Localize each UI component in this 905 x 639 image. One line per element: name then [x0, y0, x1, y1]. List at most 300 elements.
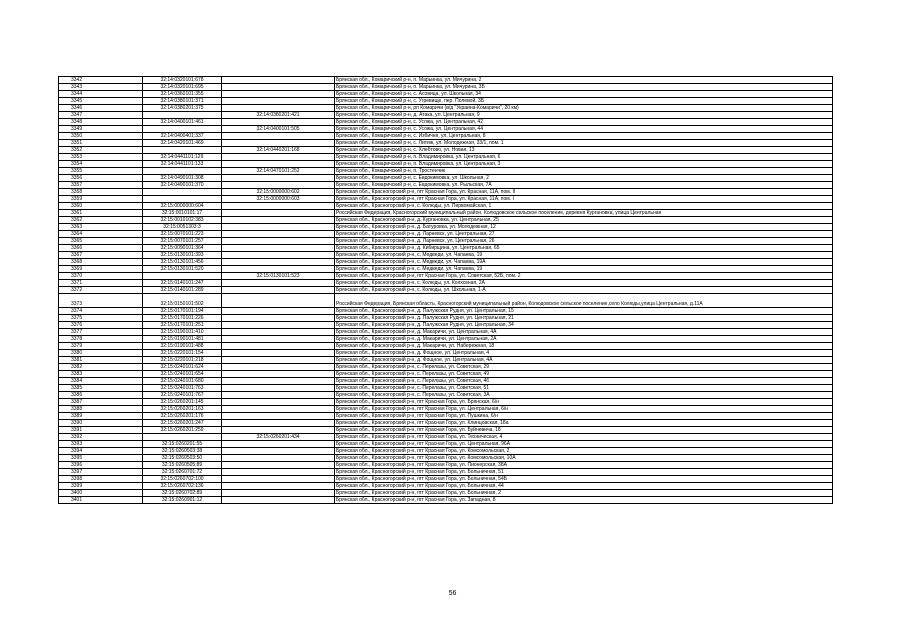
address-cell: Брянская обл., Красногорский р-н, с. Перелазы, ул. Советская, 49	[335, 371, 833, 378]
building-cadastral-number-cell	[222, 413, 335, 420]
building-cadastral-number-cell	[222, 105, 335, 112]
table-row	[59, 490, 833, 497]
cadastral-number-cell: 32:15:0000000:604	[143, 203, 222, 210]
address-cell: Брянская обл., Комаричский р-н, с. Хлебтово, ул. Новая, 13	[335, 147, 833, 154]
cadastral-number-cell	[143, 196, 222, 203]
cadastral-number-cell: 32:14:0400401:337	[143, 133, 222, 140]
table-row	[59, 294, 833, 308]
row-number-cell: 3355	[59, 168, 143, 175]
cadastral-number-cell: 32:15:0051303:3	[143, 224, 222, 231]
property-table-body	[59, 77, 833, 504]
building-cadastral-number-cell	[222, 280, 335, 287]
address-cell: Брянская обл., Красногорский р-н, с. Медведи, ул. Чапаева, 19А	[335, 259, 833, 266]
address-cell: Брянская обл., Комаричский р-н, с. Усожа, ул. Центральная, 44	[335, 126, 833, 133]
building-cadastral-number-cell: 32:15:0260201:434	[222, 434, 335, 441]
table-row	[59, 154, 833, 161]
row-number-cell: 3345	[59, 98, 143, 105]
row-number-cell: 3395	[59, 455, 143, 462]
cadastral-number-cell: 32:15:0220101:218	[143, 357, 222, 364]
table-row	[59, 259, 833, 266]
cadastral-number-cell: 32:15:0260201:145	[143, 399, 222, 406]
building-cadastral-number-cell	[222, 217, 335, 224]
row-number-cell: 3382	[59, 364, 143, 371]
cadastral-number-cell	[143, 112, 222, 119]
table-row	[59, 455, 833, 462]
address-cell: Брянская обл., Красногорский р-н, д. Ларневск, ул. Центральная, 26	[335, 238, 833, 245]
address-cell: Российская Федерация, Красногорский муниципальный район, Колюдовское сельское поселение, деревня Кургановка, улица Центральная	[335, 210, 833, 217]
building-cadastral-number-cell	[222, 490, 335, 497]
cadastral-number-cell: 32:15:0260505:89	[143, 462, 222, 469]
cadastral-number-cell	[143, 434, 222, 441]
table-row	[59, 406, 833, 413]
row-number-cell: 3351	[59, 140, 143, 147]
address-cell: Брянская обл., Красногорский р-н, пгт Красная Гора, ул. Буйневича, 18	[335, 427, 833, 434]
row-number-cell: 3361	[59, 210, 143, 217]
row-number-cell: 3365	[59, 238, 143, 245]
address-cell: Брянская обл., Красногорский р-н, пгт Красная Гора, ул. Пионерская, 38А	[335, 462, 833, 469]
building-cadastral-number-cell	[222, 497, 335, 504]
row-number-cell: 3368	[59, 259, 143, 266]
address-cell: Брянская обл., Красногорский р-н, с. Перелазы, ул. Советская, 29	[335, 364, 833, 371]
row-number-cell: 3384	[59, 378, 143, 385]
address-cell: Брянская обл., Красногорский р-н, пгт Красная Гора, ул. Комсомольская, 2	[335, 448, 833, 455]
row-number-cell: 3377	[59, 329, 143, 336]
building-cadastral-number-cell	[222, 231, 335, 238]
row-number-cell: 3380	[59, 350, 143, 357]
cadastral-number-cell: 32:15:0260503:50	[143, 455, 222, 462]
address-cell: Брянская обл., Красногорский р-н, пгт Красная Гора, ул. Больничная, 2	[335, 490, 833, 497]
address-cell: Брянская обл., Красногорский р-н, с. Перелазы, ул. Советская, 46	[335, 378, 833, 385]
address-cell: Брянская обл., Красногорский р-н, пгт Красная Гора, ул. Больничная, 44	[335, 483, 833, 490]
table-row	[59, 371, 833, 378]
cadastral-number-cell: 32:15:0260503:38	[143, 448, 222, 455]
building-cadastral-number-cell: 32:14:0400101:505	[222, 126, 335, 133]
address-cell: Брянская обл., Комаричский р-н, п. Тростенчик	[335, 168, 833, 175]
table-row	[59, 126, 833, 133]
cadastral-number-cell: 32:15:0190101:488	[143, 343, 222, 350]
address-cell: Брянская обл., Красногорский р-н, пгт Красная Гора, ул. Западная, 8	[335, 497, 833, 504]
table-row	[59, 238, 833, 245]
address-cell: Брянская обл., Красногорский р-н, д. Макаричи, ул. Набережная, 18	[335, 343, 833, 350]
building-cadastral-number-cell	[222, 140, 335, 147]
cadastral-number-cell: 32:15:0260702:89	[143, 490, 222, 497]
building-cadastral-number-cell	[222, 294, 335, 308]
table-row	[59, 308, 833, 315]
cadastral-number-cell: 32:15:0220101:154	[143, 350, 222, 357]
table-row	[59, 364, 833, 371]
row-number-cell: 3366	[59, 245, 143, 252]
address-cell: Брянская обл., Красногорский р-н, пгт Красная Гора, ул. Брянская, 6/н	[335, 399, 833, 406]
cadastral-number-cell	[143, 126, 222, 133]
cadastral-number-cell	[143, 273, 222, 280]
row-number-cell: 3397	[59, 469, 143, 476]
address-cell: Брянская обл., Комаричский р-н, п. Владимировка, ул. Центральная, 3	[335, 161, 833, 168]
table-row	[59, 420, 833, 427]
row-number-cell: 3386	[59, 392, 143, 399]
cadastral-number-cell	[143, 168, 222, 175]
table-row	[59, 168, 833, 175]
row-number-cell: 3383	[59, 371, 143, 378]
cadastral-number-cell: 32:15:0260702:136	[143, 483, 222, 490]
address-cell: Брянская обл., Красногорский р-н, пгт Красная Гора, ул. Центральная, 96А	[335, 441, 833, 448]
table-row	[59, 91, 833, 98]
table-row	[59, 175, 833, 182]
table-row	[59, 392, 833, 399]
address-cell: Брянская обл., Красногорский р-н, пгт Красная Гора, ул. Пушкина, 6/н	[335, 413, 833, 420]
building-cadastral-number-cell	[222, 322, 335, 329]
row-number-cell: 3367	[59, 252, 143, 259]
row-number-cell: 3357	[59, 182, 143, 189]
row-number-cell: 3358	[59, 189, 143, 196]
table-row	[59, 196, 833, 203]
building-cadastral-number-cell	[222, 308, 335, 315]
building-cadastral-number-cell	[222, 420, 335, 427]
table-row	[59, 378, 833, 385]
table-row	[59, 399, 833, 406]
building-cadastral-number-cell	[222, 161, 335, 168]
row-number-cell: 3359	[59, 196, 143, 203]
table-row	[59, 462, 833, 469]
cadastral-number-cell: 32:15:0140101:289	[143, 287, 222, 294]
cadastral-number-cell: 32:15:0130101:393	[143, 252, 222, 259]
row-number-cell: 3353	[59, 154, 143, 161]
building-cadastral-number-cell	[222, 119, 335, 126]
cadastral-number-cell: 32:14:0320101:695	[143, 84, 222, 91]
address-cell: Брянская обл., Комаричский р-н, с. Литиж, ул. Молодежная, 33/1, пом. 1	[335, 140, 833, 147]
table-row	[59, 329, 833, 336]
row-number-cell: 3396	[59, 462, 143, 469]
table-row	[59, 252, 833, 259]
cadastral-number-cell: 32:15:0260201:176	[143, 413, 222, 420]
building-cadastral-number-cell	[222, 203, 335, 210]
table-row	[59, 140, 833, 147]
row-number-cell: 3387	[59, 399, 143, 406]
address-cell: Брянская обл., Комаричский р-н, д. Атака, ул. Центральная, 9	[335, 112, 833, 119]
cadastral-number-cell	[143, 147, 222, 154]
address-cell: Брянская обл., Красногорский р-н, с. Перелазы, ул. Советская, 51	[335, 385, 833, 392]
building-cadastral-number-cell: 32:14:0440201:168	[222, 147, 335, 154]
property-table	[58, 76, 833, 504]
address-cell: Брянская обл., Красногорский р-н, д. Макаричи, ул. Центральная, 2А	[335, 336, 833, 343]
table-row	[59, 434, 833, 441]
row-number-cell: 3394	[59, 448, 143, 455]
cadastral-number-cell: 32:15:0190101:410	[143, 329, 222, 336]
cadastral-number-cell: 32:15:0260201:247	[143, 420, 222, 427]
table-row	[59, 224, 833, 231]
table-row	[59, 112, 833, 119]
row-number-cell: 3350	[59, 133, 143, 140]
cadastral-number-cell: 32:14:0441101:129	[143, 154, 222, 161]
table-row	[59, 280, 833, 287]
address-cell: Брянская обл., Красногорский р-н, пгт Красная Гора, ул. Техническая, 4	[335, 434, 833, 441]
table-row	[59, 84, 833, 91]
row-number-cell: 3379	[59, 343, 143, 350]
row-number-cell: 3354	[59, 161, 143, 168]
cadastral-number-cell: 32:15:0240101:763	[143, 385, 222, 392]
address-cell: Брянская обл., Комаричский р-н, с. Угревище, пер. Полевой, 3Б	[335, 98, 833, 105]
address-cell: Брянская обл., Красногорский р-н, д. Палужская Рудня, ул. Центральная, 34	[335, 322, 833, 329]
table-row	[59, 203, 833, 210]
building-cadastral-number-cell	[222, 252, 335, 259]
table-row	[59, 469, 833, 476]
building-cadastral-number-cell	[222, 483, 335, 490]
address-cell: Брянская обл., Красногорский р-н, д. Палужская Рудня, ул. Центральная, 21	[335, 315, 833, 322]
row-number-cell: 3398	[59, 476, 143, 483]
address-cell: Брянская обл., Красногорский р-н, с. Медведи, ул. Чапаева, 19	[335, 266, 833, 273]
table-row	[59, 245, 833, 252]
row-number-cell: 3349	[59, 126, 143, 133]
row-number-cell: 3364	[59, 231, 143, 238]
table-row	[59, 189, 833, 196]
row-number-cell: 3385	[59, 385, 143, 392]
cadastral-number-cell: 32:15:0170101:194	[143, 308, 222, 315]
row-number-cell: 3375	[59, 315, 143, 322]
row-number-cell: 3374	[59, 308, 143, 315]
address-cell: Брянская обл., Красногорский р-н, пгт Красная Гора, ул. Красная, 11А, пом. I	[335, 196, 833, 203]
row-number-cell: 3363	[59, 224, 143, 231]
row-number-cell: 3362	[59, 217, 143, 224]
building-cadastral-number-cell	[222, 91, 335, 98]
cadastral-number-cell: 32:15:0260201:259	[143, 427, 222, 434]
address-cell: Брянская обл., Красногорский р-н, пгт Красная Гора, ул. Советская, 52Б, пом. 2	[335, 273, 833, 280]
address-cell: Брянская обл., Красногорский р-н, с. Медведи, ул. Чапаева, 19	[335, 252, 833, 259]
building-cadastral-number-cell	[222, 357, 335, 364]
table-row	[59, 441, 833, 448]
address-cell: Брянская обл., Красногорский р-н, с. Колюды, ул. Школьная, 1-А	[335, 287, 833, 294]
address-cell: Брянская обл., Комаричский р-н, с. Евдокимовка, ул. Школьная, 2	[335, 175, 833, 182]
address-cell: Брянская обл., Комаричский р-н, с. Асовица, ул. Школьная, 34	[335, 91, 833, 98]
table-row	[59, 182, 833, 189]
row-number-cell: 3356	[59, 175, 143, 182]
address-cell: Брянская обл., Красногорский р-н, пгт Красная Гора, ул. Комсомольская, 10А	[335, 455, 833, 462]
table-row	[59, 336, 833, 343]
address-cell: Брянская обл., Комаричский р-н, рп Комаричи (в/д "Украина-Комаричи", 20 км)	[335, 105, 833, 112]
address-cell: Брянская обл., Красногорский р-н, пгт Красная Гора, ул. Больничная, 51	[335, 469, 833, 476]
row-number-cell: 3400	[59, 490, 143, 497]
table-row	[59, 266, 833, 273]
cadastral-number-cell: 32:14:0420101:469	[143, 140, 222, 147]
table-row	[59, 357, 833, 364]
building-cadastral-number-cell	[222, 154, 335, 161]
row-number-cell: 3346	[59, 105, 143, 112]
address-cell: Брянская обл., Красногорский р-н, с. Перелазы, ул. Советская, 3А	[335, 392, 833, 399]
cadastral-number-cell: 32:15:0260901:12	[143, 497, 222, 504]
building-cadastral-number-cell	[222, 406, 335, 413]
cadastral-number-cell: 32:14:0490101:370	[143, 182, 222, 189]
address-cell: Брянская обл., Красногорский р-н, пгт Красная Гора, ул. Клинцовская, 18а	[335, 420, 833, 427]
address-cell: Брянская обл., Комаричский р-н, п. Марьинка, ул. Мичурина, 3Б	[335, 84, 833, 91]
cadastral-number-cell: 32:15:0260201:55	[143, 441, 222, 448]
table-row	[59, 161, 833, 168]
table-row	[59, 483, 833, 490]
building-cadastral-number-cell	[222, 133, 335, 140]
address-cell: Брянская обл., Комаричский р-н, с. Евдокимовка, ул. Рыльская, 7А	[335, 182, 833, 189]
cadastral-number-cell: 32:15:0240101:624	[143, 364, 222, 371]
cadastral-number-cell: 32:15:0240101:654	[143, 371, 222, 378]
cadastral-number-cell: 32:15:0260701:72	[143, 469, 222, 476]
address-cell: Российская Федерация, Брянская область, Красногорский муниципальный район, Колюдовское сельское поселение,село Колюды,улица Центральная, д.11А	[335, 294, 833, 308]
cadastral-number-cell	[143, 189, 222, 196]
row-number-cell: 3390	[59, 420, 143, 427]
page-number: 56	[448, 590, 457, 597]
building-cadastral-number-cell	[222, 343, 335, 350]
address-cell: Брянская обл., Красногорский р-н, д. Батуровка, ул. Молодежная, 12	[335, 224, 833, 231]
address-cell: Брянская обл., Красногорский р-н, д. Фощное, ул. Центральная, 4А	[335, 357, 833, 364]
building-cadastral-number-cell	[222, 238, 335, 245]
address-cell: Брянская обл., Красногорский р-н, д. Макаричи, ул. Центральная, 4А	[335, 329, 833, 336]
table-row	[59, 427, 833, 434]
row-number-cell: 3347	[59, 112, 143, 119]
cadastral-number-cell: 32:15:0260201:163	[143, 406, 222, 413]
address-cell: Брянская обл., Комаричский р-н, с. Избичня, ул. Центральная, 8	[335, 133, 833, 140]
address-cell: Брянская обл., Красногорский р-н, д. Кургановка, ул. Центральная, 25	[335, 217, 833, 224]
cadastral-number-cell: 32:15:0010102:383	[143, 217, 222, 224]
cadastral-number-cell: 32:14:0441101:133	[143, 161, 222, 168]
building-cadastral-number-cell	[222, 329, 335, 336]
cadastral-number-cell: 32:15:0260702:100	[143, 476, 222, 483]
table-row	[59, 133, 833, 140]
table-row	[59, 315, 833, 322]
cadastral-number-cell: 32:15:0090101:364	[143, 245, 222, 252]
cadastral-number-cell: 32:15:0130101:456	[143, 259, 222, 266]
cadastral-number-cell: 32:15:0170101:226	[143, 315, 222, 322]
building-cadastral-number-cell	[222, 315, 335, 322]
table-row	[59, 322, 833, 329]
cadastral-number-cell: 32:15:0070101:257	[143, 238, 222, 245]
building-cadastral-number-cell	[222, 77, 335, 84]
building-cadastral-number-cell	[222, 287, 335, 294]
table-row	[59, 448, 833, 455]
row-number-cell: 3392	[59, 434, 143, 441]
cadastral-number-cell: 32:14:0320101:678	[143, 77, 222, 84]
row-number-cell: 3388	[59, 406, 143, 413]
building-cadastral-number-cell	[222, 448, 335, 455]
address-cell: Брянская обл., Комаричский р-н, п. Владимировка, ул. Центральная, 6	[335, 154, 833, 161]
building-cadastral-number-cell	[222, 441, 335, 448]
cadastral-number-cell: 32:15:0150101:502	[143, 294, 222, 308]
cadastral-number-cell: 32:14:0360101:355	[143, 91, 222, 98]
row-number-cell: 3371	[59, 280, 143, 287]
building-cadastral-number-cell	[222, 175, 335, 182]
table-row	[59, 287, 833, 294]
table-row	[59, 147, 833, 154]
address-cell: Брянская обл., Красногорский р-н, с. Колюды, ул. Колхозная, 2А	[335, 280, 833, 287]
address-cell: Брянская обл., Красногорский р-н, пгт Красная Гора, ул. Больничная, 54Б	[335, 476, 833, 483]
row-number-cell: 3343	[59, 84, 143, 91]
building-cadastral-number-cell: 32:14:0470101:252	[222, 168, 335, 175]
row-number-cell: 3401	[59, 497, 143, 504]
building-cadastral-number-cell	[222, 385, 335, 392]
building-cadastral-number-cell	[222, 245, 335, 252]
row-number-cell: 3373	[59, 294, 143, 308]
row-number-cell: 3391	[59, 427, 143, 434]
cadastral-number-cell: 32:15:0170101:251	[143, 322, 222, 329]
table-row	[59, 77, 833, 84]
building-cadastral-number-cell	[222, 336, 335, 343]
cadastral-number-cell: 32:14:0400101:461	[143, 119, 222, 126]
building-cadastral-number-cell: 32:15:0000000:603	[222, 196, 335, 203]
address-cell: Брянская обл., Красногорский р-н, д. Фощное, ул. Центральная, 4	[335, 350, 833, 357]
cadastral-number-cell: 32:14:0490101:308	[143, 175, 222, 182]
row-number-cell: 3370	[59, 273, 143, 280]
building-cadastral-number-cell: 32:14:0380201:421	[222, 112, 335, 119]
row-number-cell: 3344	[59, 91, 143, 98]
building-cadastral-number-cell: 32:15:0130101:523	[222, 273, 335, 280]
cadastral-number-cell: 32:14:0380201:375	[143, 105, 222, 112]
row-number-cell: 3360	[59, 203, 143, 210]
table-row	[59, 217, 833, 224]
cadastral-number-cell: 32:15:0240101:680	[143, 378, 222, 385]
building-cadastral-number-cell	[222, 350, 335, 357]
table-row	[59, 105, 833, 112]
building-cadastral-number-cell	[222, 462, 335, 469]
row-number-cell: 3369	[59, 266, 143, 273]
row-number-cell: 3352	[59, 147, 143, 154]
table-row	[59, 476, 833, 483]
building-cadastral-number-cell: 32:15:0000000:602	[222, 189, 335, 196]
cadastral-number-cell: 32:15:0010101:17	[143, 210, 222, 217]
row-number-cell: 3372	[59, 287, 143, 294]
cadastral-number-cell: 32:15:0240101:767	[143, 392, 222, 399]
address-cell: Брянская обл., Красногорский р-н, д. Кибирщина, ул. Центральная, 65	[335, 245, 833, 252]
address-cell: Брянская обл., Комаричский р-н, с. Усожа, ул. Центральная, 42	[335, 119, 833, 126]
table-row	[59, 497, 833, 504]
cadastral-number-cell: 32:14:0380101:371	[143, 98, 222, 105]
table-row	[59, 385, 833, 392]
row-number-cell: 3348	[59, 119, 143, 126]
table-row	[59, 98, 833, 105]
building-cadastral-number-cell	[222, 259, 335, 266]
row-number-cell: 3342	[59, 77, 143, 84]
building-cadastral-number-cell	[222, 371, 335, 378]
row-number-cell: 3389	[59, 413, 143, 420]
table-row	[59, 343, 833, 350]
building-cadastral-number-cell	[222, 224, 335, 231]
table-row	[59, 119, 833, 126]
building-cadastral-number-cell	[222, 98, 335, 105]
building-cadastral-number-cell	[222, 399, 335, 406]
table-row	[59, 350, 833, 357]
table-row	[59, 413, 833, 420]
cadastral-number-cell: 32:15:0140101:247	[143, 280, 222, 287]
row-number-cell: 3393	[59, 441, 143, 448]
row-number-cell: 3378	[59, 336, 143, 343]
table-row	[59, 273, 833, 280]
row-number-cell: 3376	[59, 322, 143, 329]
building-cadastral-number-cell	[222, 364, 335, 371]
building-cadastral-number-cell	[222, 476, 335, 483]
building-cadastral-number-cell	[222, 182, 335, 189]
cadastral-number-cell: 32:15:0190101:481	[143, 336, 222, 343]
address-cell: Брянская обл., Красногорский р-н, пгт Красная Гора, ул. Центральная, 6/н	[335, 406, 833, 413]
address-cell: Брянская обл., Комаричский р-н, п. Марьинка, ул. Мичурина, 2	[335, 77, 833, 84]
cadastral-number-cell: 32:15:0070101:223	[143, 231, 222, 238]
building-cadastral-number-cell	[222, 266, 335, 273]
building-cadastral-number-cell	[222, 427, 335, 434]
address-cell: Брянская обл., Красногорский р-н, с. Колюды, ул. Первомайская, 1	[335, 203, 833, 210]
address-cell: Брянская обл., Красногорский р-н, д. Ларневск, ул. Центральная, 27	[335, 231, 833, 238]
cadastral-number-cell: 32:15:0130101:520	[143, 266, 222, 273]
address-cell: Брянская обл., Красногорский р-н, д. Палужская Рудня, ул. Центральная, 15	[335, 308, 833, 315]
building-cadastral-number-cell	[222, 455, 335, 462]
table-row	[59, 210, 833, 217]
table-row	[59, 231, 833, 238]
building-cadastral-number-cell	[222, 84, 335, 91]
building-cadastral-number-cell	[222, 469, 335, 476]
row-number-cell: 3399	[59, 483, 143, 490]
building-cadastral-number-cell	[222, 210, 335, 217]
building-cadastral-number-cell	[222, 392, 335, 399]
